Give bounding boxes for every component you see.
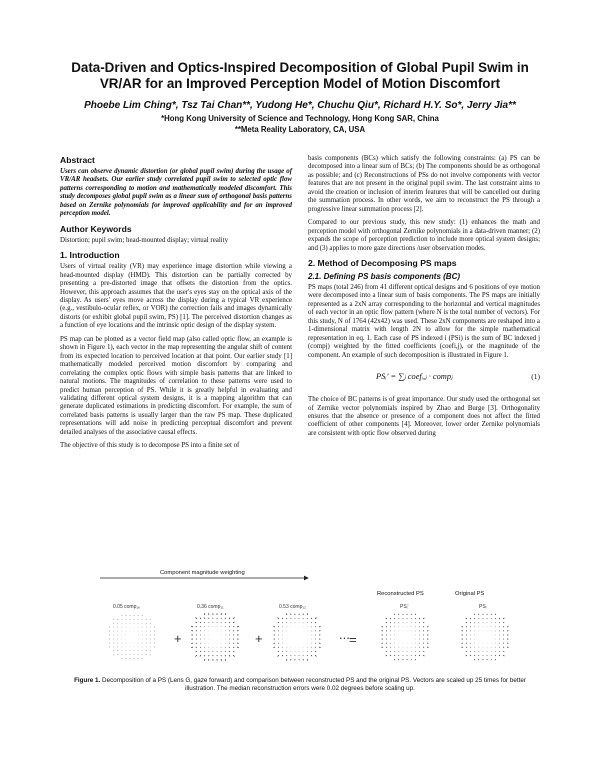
- vector: [315, 626, 316, 627]
- vector: [225, 622, 226, 623]
- affiliation-1: *Hong Kong University of Science and Technology, Hong Kong SAR, China: [161, 114, 439, 123]
- vector: [470, 651, 471, 652]
- vector: [470, 655, 471, 656]
- vector: [319, 626, 321, 627]
- vector: [315, 651, 316, 652]
- vector: [204, 651, 205, 652]
- vector: [474, 622, 475, 623]
- vector: [307, 618, 308, 619]
- vector: [286, 613, 287, 615]
- abstract-text: Users can observe dynamic distortion (or global pupil swim) during the usage of VR/AR headsets. Our earlier study correlated pupil swim to selected optic flow patterns corresponding to motion and mathematically modeled discomfort. This study decomposes global pupil swim as a linear sum of orthogonal basis patterns based on Zernike polynomials for improved applicability and for an improved perception model.: [60, 168, 292, 218]
- intro-paragraph-2: PS map can be plotted as a vector field map (also called optic flow, an example is shown in Figure 1), each vector in the map representing the angular shift of content from its expected location to perceived location at that point. Our earlier study [1] mathematically modeled perceived motion discomfort by comparing and correlating the complex optic flows with simple basis patterns that are linked to natural motions. The magnitudes of correlation to these patterns were used to predict human perception of PS. While it is greatly helpful in evaluating and validating different optical system designs, it is a mapping algorithm that can generate duplicated estimations in predicting discomfort. For example, the sum of correlated basis patterns is usually larger than the raw PS map. These duplicated representations will add noise in predicting perceptual discomfort and prevent detailed analyses of the associative causal effects.: [60, 335, 292, 436]
- vector: [282, 655, 283, 656]
- vector: [286, 655, 287, 656]
- vector: [278, 655, 279, 656]
- vector: [419, 622, 420, 623]
- vector: [394, 618, 395, 619]
- vector: [278, 626, 279, 627]
- affiliation-2: **Meta Reality Laboratory, CA, USA: [234, 125, 366, 134]
- vector: [229, 655, 230, 656]
- panel-1-label: 0.05 comp₁₆: [113, 604, 141, 610]
- vector: [423, 655, 424, 656]
- vector: [282, 651, 283, 652]
- left-column: [60, 155, 292, 456]
- method-paragraph-4: The choice of BC patterns is of great importance. Our study used the orthogonal set of Zernike vector polynomials inspired by Zhao and Burge [3]. Orthogonality ensures that the absence or presence of a component does not affect the fitted coefficient of other components [4]. Moreover, lower order Zernike polynomials are consistent with optic flow observed during: [308, 396, 540, 437]
- vector: [470, 618, 471, 619]
- intro-paragraph-1: Users of virtual reality (VR) may experience image distortion while viewing a head-mounted display (HMD). This distortion can be partially corrected by presenting a pre-distorted image that offsets the distortion from the optics. However, this approach assumes that the user's eyes stay on the optical axis of the display. As users' eyes move across the display during a typical VR experience (e.g., vestibulo-ocular reflex, or VOR) the correction fails and images dynamically distorts (or exhibit global pupil swim, PS) [1]. The perceived distortion changes as a function of eye locations and the intrinsic optic design of the display system.: [60, 263, 292, 330]
- vector: [237, 647, 239, 648]
- vector: [423, 618, 424, 619]
- vector: [204, 622, 205, 623]
- vector: [390, 651, 391, 652]
- vector: [315, 655, 316, 656]
- vector: [225, 655, 226, 656]
- vector: [229, 647, 230, 648]
- equation-1: [308, 366, 540, 388]
- vector: [307, 655, 308, 656]
- vector: [200, 651, 201, 652]
- vector: [386, 651, 387, 652]
- vector: [200, 618, 201, 619]
- vector: [503, 618, 504, 619]
- vector: [419, 655, 420, 656]
- vector: [307, 659, 308, 661]
- vector: [394, 659, 395, 660]
- vector: [225, 613, 226, 615]
- panel-5-field: [461, 614, 508, 661]
- vector: [286, 618, 287, 619]
- vector: [229, 622, 230, 623]
- paper-title: Data-Driven and Optics-Inspired Decomposition of Global Pupil Swim in VR/AR for an Improved Perception Model of Motion Discomfort: [71, 60, 529, 91]
- vector: [390, 622, 391, 623]
- vector: [474, 618, 475, 619]
- vector: [237, 626, 239, 627]
- vector: [419, 618, 420, 619]
- vector: [499, 651, 500, 652]
- vector: [427, 626, 429, 627]
- vector: [233, 647, 234, 648]
- vector: [466, 622, 467, 623]
- vector: [200, 647, 201, 648]
- vector: [191, 626, 193, 627]
- vector: [386, 655, 387, 656]
- section-2-heading: 2. Method of Decomposing PS maps: [308, 257, 457, 268]
- intro-paragraph-3: The objective of this study is to decompose PS into a finite set of: [60, 442, 240, 450]
- plus-operator-2: +: [255, 631, 263, 646]
- vector: [495, 655, 496, 656]
- vector: [394, 622, 395, 623]
- vector: [415, 655, 416, 656]
- keywords-text: Distortion; pupil swim; head-mounted display; virtual reality: [60, 236, 229, 244]
- vector: [499, 618, 500, 619]
- equation-expression: PSᵢ' = ∑ⱼ coefᵢ,ⱼ · compⱼ: [376, 371, 453, 381]
- panel-4-field: [381, 614, 428, 661]
- equation-number: (1): [531, 371, 540, 381]
- vector: [503, 651, 504, 652]
- vector: [204, 659, 205, 661]
- vector: [273, 647, 275, 648]
- vector: [225, 659, 226, 661]
- author-list: Phoebe Lim Ching*, Tsz Tai Chan**, Yudong He*, Chuchu Qiu*, Richard H.Y. So*, Jerry Jia**: [84, 100, 516, 111]
- vector: [195, 617, 197, 619]
- section-1-heading: 1. Introduction: [60, 250, 120, 261]
- vector: [507, 626, 509, 627]
- panel-2-label: 0.36 comp₁₁: [197, 604, 224, 610]
- vector: [311, 651, 312, 652]
- vector: [229, 626, 230, 627]
- right-column: [308, 155, 540, 443]
- equals-operator: =: [349, 632, 357, 647]
- vector: [233, 617, 235, 619]
- vector: [499, 622, 500, 623]
- reconstructed-label: Reconstructed PS: [377, 591, 424, 597]
- vector-field-panels: [109, 613, 508, 661]
- vector: [386, 622, 387, 623]
- vector: [466, 655, 467, 656]
- vector: [204, 613, 205, 615]
- vector: [196, 647, 197, 648]
- method-paragraph-2: Compared to our previous study, this new study: (1) enhances the math and perception model with orthogonal Zernike polynomials in a data-driven manner; (2) expands the scope of perception prediction to include more optical system designs; and (3) applies to more gaze directions /user observation modes.: [308, 219, 540, 252]
- vector: [474, 655, 475, 656]
- abstract-heading: Abstract: [60, 155, 95, 165]
- vector: [415, 651, 416, 652]
- vector: [233, 626, 234, 627]
- ellipsis-operator: ...: [339, 627, 350, 642]
- vector: [423, 651, 424, 652]
- vector: [315, 618, 316, 619]
- vector: [273, 626, 275, 627]
- caption-label: Figure 1.: [74, 677, 101, 684]
- vector: [474, 659, 475, 660]
- vector: [495, 622, 496, 623]
- vector: [282, 618, 283, 619]
- vector: [196, 626, 197, 627]
- vector: [319, 647, 321, 648]
- vector: [390, 618, 391, 619]
- vector: [233, 622, 234, 623]
- vector: [466, 618, 467, 619]
- method-paragraph-1: basis components (BCs) which satisfy the following constraints: (a) PS can be decomposed into a linear sum of BCs; (b) The components should be as orthogonal as possible; and (c) Reconstructions of PSs do not involve components with vector features that are not present in the original pupil swim. The last constraint aims to avoid the creation or inclusion of interim features that will be cancelled out during the summation process. In other words, we aim to reconstruct the PS through a progressive linear summation process [2].: [308, 155, 540, 213]
- vector: [394, 651, 395, 652]
- vector: [394, 655, 395, 656]
- figure-1: [60, 565, 540, 677]
- vector: [503, 622, 504, 623]
- vector: [474, 614, 475, 615]
- plus-operator-1: +: [174, 631, 182, 646]
- keywords-heading: Author Keywords: [60, 223, 132, 234]
- vector: [307, 613, 308, 615]
- vector: [191, 647, 193, 648]
- vector: [415, 618, 416, 619]
- method-paragraph-3: PS maps (total 246) from 41 different optical designs and 6 positions of eye motion were decomposed into a linear sum of basis components. The PS maps are initially represented as a 2xN array corresponding to the horizontal and vertical magnitudes of each vector in an optic flow pattern (where N is the total number of vectors). For this study, N of 1764 (42x42) was used. These 2xN components are reshaped into a 1-dimensional matrix with length 2N to allow for the simple mathematical representation in eq. 1. Each case of PS indexed i (PSi) is the sum of BC indexed j (compj) weighted by the fitted coefficients (coefi,j), or the magnitude of the component. An example of such decomposition is illustrated in Figure 1.: [308, 283, 540, 359]
- vector: [466, 651, 467, 652]
- vector: [495, 614, 496, 615]
- vector: [311, 622, 312, 623]
- panel-4-title: PSᵢ': [400, 604, 409, 610]
- vector: [415, 622, 416, 623]
- vector: [200, 655, 201, 656]
- vector: [495, 618, 496, 619]
- vector: [474, 651, 475, 652]
- vector: [233, 655, 235, 657]
- vector: [233, 651, 234, 652]
- vector: [229, 618, 230, 619]
- vector: [278, 647, 279, 648]
- panel-5-title: PSᵢ: [479, 604, 487, 610]
- vector: [415, 659, 416, 660]
- original-label: Original PS: [455, 591, 485, 597]
- vector: [225, 651, 226, 652]
- vector: [311, 655, 312, 656]
- vector: [278, 651, 279, 652]
- vector: [415, 614, 416, 615]
- figure-1-caption: [60, 677, 540, 693]
- vector: [204, 655, 205, 656]
- caption-text: Decomposition of a PS (Lens G, gaze forward) and comparison between reconstructed PS and the original PS. Vectors are scaled up 25 times for better illustration. The median reconstruction errors were 0.02 degrees before scaling up.: [100, 677, 526, 692]
- figure-1-graphic: [60, 565, 540, 677]
- vector: [200, 626, 201, 627]
- vector: [200, 622, 201, 623]
- vector: [286, 659, 287, 661]
- vector: [315, 622, 316, 623]
- vector: [315, 647, 316, 648]
- panel-3-label: 0.53 comp₁₂: [279, 604, 306, 610]
- vector: [311, 618, 312, 619]
- section-2-1-heading: 2.1. Defining PS basis components (BC): [308, 271, 461, 281]
- vector: [225, 618, 226, 619]
- vector: [461, 647, 463, 648]
- vector: [386, 618, 387, 619]
- panel-2-field: [191, 613, 239, 661]
- figure-header: Component magnitude weighting: [160, 570, 245, 576]
- vector: [427, 647, 429, 648]
- vector: [204, 618, 205, 619]
- vector: [196, 622, 197, 623]
- vector: [503, 655, 504, 656]
- panel-1-field: [109, 615, 154, 659]
- vector: [390, 655, 391, 656]
- vector: [195, 655, 197, 657]
- vector: [423, 622, 424, 623]
- vector: [461, 626, 463, 627]
- vector: [196, 651, 197, 652]
- vector: [495, 659, 496, 660]
- vector: [495, 651, 496, 652]
- vector: [499, 655, 500, 656]
- vector: [507, 647, 509, 648]
- vector: [394, 614, 395, 615]
- vector: [278, 622, 279, 623]
- vector: [470, 622, 471, 623]
- vector: [381, 626, 383, 627]
- vector: [381, 647, 383, 648]
- panel-3-field: [273, 613, 320, 660]
- vector: [229, 651, 230, 652]
- vector: [419, 651, 420, 652]
- vector: [282, 622, 283, 623]
- vector: [278, 618, 279, 619]
